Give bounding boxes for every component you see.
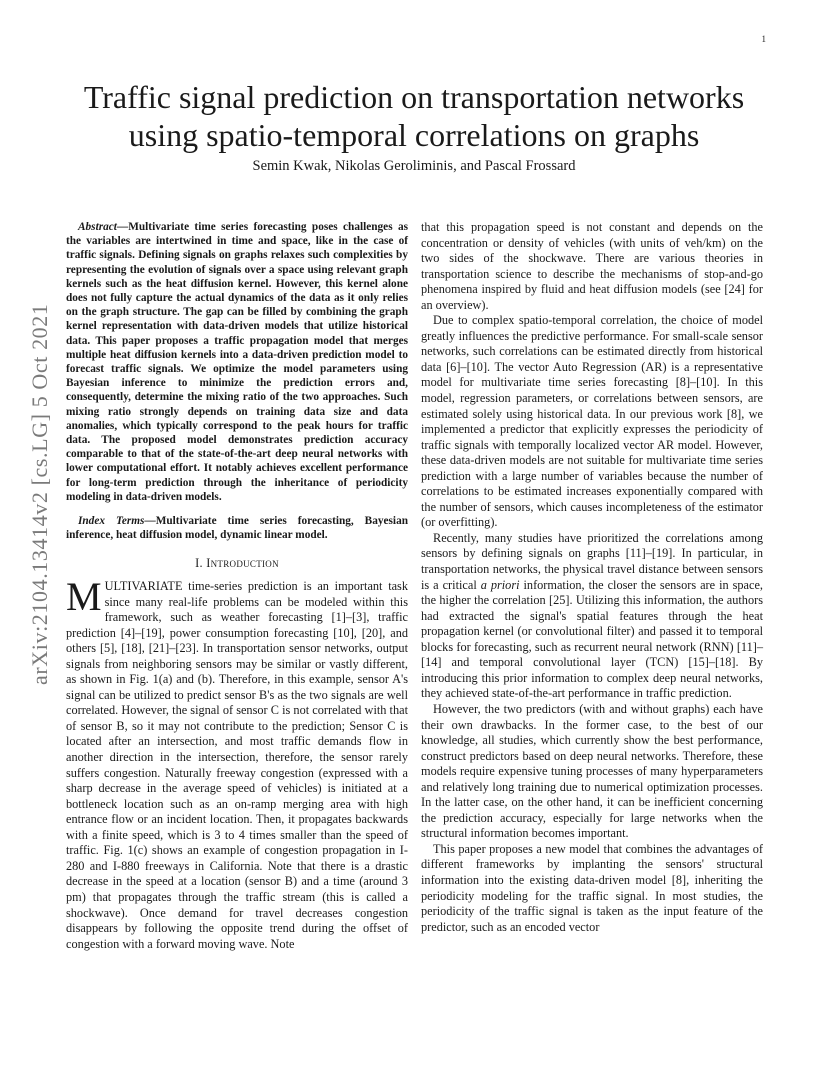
arxiv-identifier: arXiv:2104.13414v2 [cs.LG] 5 Oct 2021	[27, 303, 52, 685]
body-paragraph-5: This paper proposes a new model that combines the advantages of different frameworks by implanting the sensors' structural information into the existing data-driven model [8], inheriting the periodicity modeling for the traffic signal. In most studies, the periodicity of the traffic signal is taken as the input feature of the predictor, such as an encoded vector	[421, 841, 763, 934]
abstract-label: Abstract	[78, 221, 117, 233]
index-terms	[66, 514, 408, 542]
index-terms-text: —Multivariate time series forecasting, Bayesian inference, heat diffusion model, dynamic linear model.	[66, 515, 408, 542]
paper-title	[60, 78, 768, 154]
a-priori-emphasis: a priori	[480, 577, 520, 592]
section-title: Introduction	[206, 556, 279, 571]
abstract	[66, 220, 408, 542]
drop-cap: M	[66, 574, 102, 620]
body-paragraph-3-a: Recently, many studies have prioritized the correlations among sensors by defining signals on graphs [11]–[19]. In particular, in transportation networks, the physical travel distance between sensors is a critical	[421, 530, 763, 592]
abstract-text: —Multivariate time series forecasting poses challenges as the variables are intertwined in time and space, like in the case of traffic signals. Defining signals on graphs relaxes such complexities by representing the evolution of signals over a space using relevant graph kernels such as the heat diffusion kernel. However, this kernel alone does not fully capture the actual dynamics of the data as it only relies on the graph structure. The gap can be filled by combining the graph kernel representation with data-driven models that utilize historical data. This paper proposes a traffic propagation model that merges multiple heat diffusion kernels into a data-driven prediction model to forecast traffic signals. We optimize the model parameters using Bayesian inference to minimize the prediction errors and, consequently, determine the mixing ratio of the two approaches. Such mixing ratio strongly depends on training data size and data anomalies, which typically correspond to the peak hours for traffic data. The proposed model demonstrates prediction accuracy comparable to that of the state-of-the-art deep neural networks with lower computational effort. It notably achieves excellent performance for long-term prediction through the inheritance of periodicity modeling in data-driven models.	[66, 221, 408, 503]
body-paragraph-3-b: information, the closer the sensors are in space, the higher the correlation [25]. Utilizing this information, the authors had extracted the signal's spatial features through the heat propagation kernel (or convolutional filter) and passed it to temporal blocks for forecasting, such as recurrent neural network (RNN) [11]–[14] and temporal convolutional layer (TCN) [15]–[18]. By introducing this prior information to complex deep neural networks, they achieved state-of-the-art performance in traffic prediction.	[421, 577, 763, 701]
section-number: I.	[195, 556, 203, 571]
section-heading	[66, 556, 408, 572]
body-paragraph-3	[421, 531, 763, 702]
title-line-1: Traffic signal prediction on transportation networks	[83, 79, 745, 115]
body-paragraph-1: that this propagation speed is not constant and depends on the concentration or density of vehicles (with units of veh/km) on the two sides of the shockwave. There are various theories in transportation science to describe the mechanisms of stop-and-go phenomena inspired by fluid and heat diffusion models (see [24] for an overview).	[421, 220, 763, 312]
right-column	[421, 220, 763, 935]
page-number: 1	[761, 34, 766, 44]
intro-paragraph-1-text: ULTIVARIATE time-series prediction is an important task since many real-life problems can be modeled within this framework, such as weather forecasting [1]–[3], traffic prediction [4]–[19], power consumption forecasting [10], [20], and others [5], [18], [21]–[23]. In transportation sensor networks, output signals from neighboring sensors may be similar or vastly different, as shown in Fig. 1(a) and (b). Therefore, in this example, sensor A's signal can be utilized to predict sensor B's as the two signals are well correlated. However, the signal of sensor C is not correlated with that of sensor B, so it may not contribute to the prediction; Sensor C is located after an intersection, and most traffic demands flow in another direction in the intersection, therefore, the sensor rarely suffers congestion. Naturally freeway congestion (expressed with a sharp decrease in the average speed of vehicles) is initiated at a bottleneck location such as an on-ramp merging area with high entrance flow or an incident location. Then, it propagates backwards with a finite speed, which is 3 to 4 times smaller than the speed of traffic. Fig. 1(c) shows an example of congestion propagation in I-280 and I-880 freeways in California. Note that there is a drastic decrease in the speed at a location (sensor B) and a time (around 3 pm) that propagates through the traffic stream (this is called a shockwave). Once demand for travel decreases congestion disappears by following the opposite trend during the offset of congestion with a forward moving wave. Note	[66, 579, 408, 951]
left-column	[66, 220, 408, 952]
intro-paragraph-1	[66, 574, 408, 952]
body-paragraph-4: However, the two predictors (with and without graphs) each have their own drawbacks. In the former case, to the best of our knowledge, all studies, which currently show the best performance, construct predictors based on deep neural networks. Therefore, these models require expensive tuning processes of many hyperparameters and relatively long training due to numerical optimization processes. In the latter case, on the other hand, it can be inefficient concerning the prediction accuracy, especially for large networks when the structural information becomes important.	[421, 701, 763, 841]
body-paragraph-2: Due to complex spatio-temporal correlation, the choice of model greatly influences the predictive performance. For small-scale sensor networks, such correlations can be estimated directly from historical data [6]–[10]. The vector Auto Regression (AR) is a representative model for multivariate time series forecasting [8]–[10]. In this model, regression parameters, or correlations between sensors, are estimated solely using historical data. In our previous work [8], we implemented a predictor that explicitly expresses the periodicity of traffic signals with temporally localized vector AR model. However, these data-driven models are not suitable for multivariate time series prediction with a large number of variables because the number of correlations to be estimated increases exponentially compared with the number of sensors, which causes incompleteness of the estimator (or overfitting).	[421, 313, 763, 530]
index-terms-label: Index Terms	[78, 515, 145, 528]
author-list: Semin Kwak, Nikolas Geroliminis, and Pascal Frossard	[252, 158, 576, 174]
title-line-2: using spatio-temporal correlations on graphs	[128, 117, 700, 153]
